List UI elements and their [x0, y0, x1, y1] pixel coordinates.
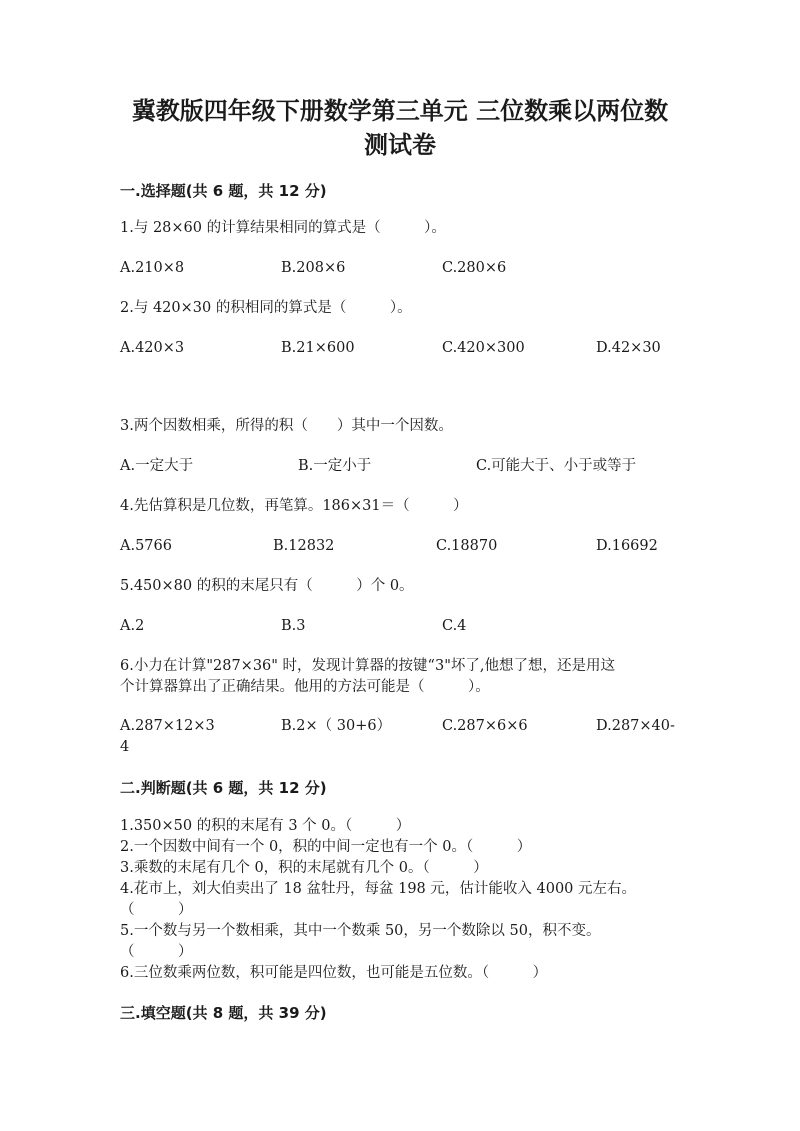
- question-5-option-a: A.2: [120, 618, 145, 634]
- section-heading-fill-blank: 三.填空题(共 8 题，共 39 分): [120, 1004, 327, 1022]
- question-2-option-d: D.42×30: [596, 340, 661, 356]
- question-2-option-c: C.420×300: [442, 340, 525, 356]
- judgement-4-blank: （ ）: [120, 902, 193, 918]
- exam-title-continued: 测试卷: [364, 130, 436, 159]
- judgement-5: 5.一个数与另一个数相乘，其中一个数乘 50，另一个数除以 50，积不变。: [120, 923, 601, 939]
- question-1: 1.与 28×60 的计算结果相同的算式是（ ）。: [120, 220, 446, 236]
- question-5: 5.450×80 的积的末尾只有（ ）个 0。: [120, 578, 414, 594]
- question-6-option-d: D.287×40-: [596, 718, 675, 734]
- question-4-option-d: D.16692: [596, 538, 658, 554]
- question-4-option-b: B.12832: [273, 538, 335, 554]
- question-1-option-a: A.210×8: [120, 260, 185, 276]
- exam-title: 冀教版四年级下册数学第三单元 三位数乘以两位数: [131, 96, 669, 125]
- judgement-1: 1.350×50 的积的末尾有 3 个 0。（ ）: [120, 818, 411, 834]
- question-1-option-b: B.208×6: [281, 260, 346, 276]
- section-heading-choice: 一.选择题(共 6 题，共 12 分): [120, 182, 327, 200]
- question-6-option-a: A.287×12×3: [120, 718, 215, 734]
- question-5-option-b: B.3: [281, 618, 306, 634]
- question-1-option-c: C.280×6: [442, 260, 507, 276]
- question-2-option-a: A.420×3: [120, 340, 185, 356]
- question-2-option-b: B.21×600: [281, 340, 355, 356]
- question-4-option-a: A.5766: [120, 538, 172, 554]
- judgement-4: 4.花市上，刘大伯卖出了 18 盆牡丹，每盆 198 元，估计能收入 4000 元左右。: [120, 881, 637, 897]
- judgement-3: 3.乘数的末尾有几个 0，积的末尾就有几个 0。（ ）: [120, 860, 488, 876]
- question-3-option-a: A.一定大于: [120, 458, 194, 474]
- section-heading-judgement: 二.判断题(共 6 题，共 12 分): [120, 779, 327, 797]
- question-6-line-1: 6.小力在计算"287×36" 时，发现计算器的按键“3"坏了,他想了想，还是用这: [120, 658, 615, 674]
- question-4-option-c: C.18870: [436, 538, 498, 554]
- question-6-line-2: 个计算器算出了正确结果。他用的方法可能是（ ）。: [120, 679, 490, 695]
- question-6-option-d-wrap: 4: [120, 739, 130, 755]
- question-6-option-c: C.287×6×6: [442, 718, 528, 734]
- question-6-option-b: B.2×（ 30+6）: [281, 718, 392, 734]
- question-3-option-c: C.可能大于、小于或等于: [476, 458, 637, 474]
- judgement-6: 6.三位数乘两位数，积可能是四位数，也可能是五位数。（ ）: [120, 965, 548, 981]
- judgement-5-blank: （ ）: [120, 944, 193, 960]
- question-3: 3.两个因数相乘，所得的积（ ）其中一个因数。: [120, 418, 453, 434]
- judgement-2: 2.一个因数中间有一个 0，积的中间一定也有一个 0。（ ）: [120, 839, 532, 855]
- question-5-option-c: C.4: [442, 618, 467, 634]
- question-3-option-b: B.一定小于: [298, 458, 372, 474]
- question-2: 2.与 420×30 的积相同的算式是（ ）。: [120, 300, 412, 316]
- question-4: 4.先估算积是几位数，再笔算。186×31＝（ ）: [120, 498, 468, 514]
